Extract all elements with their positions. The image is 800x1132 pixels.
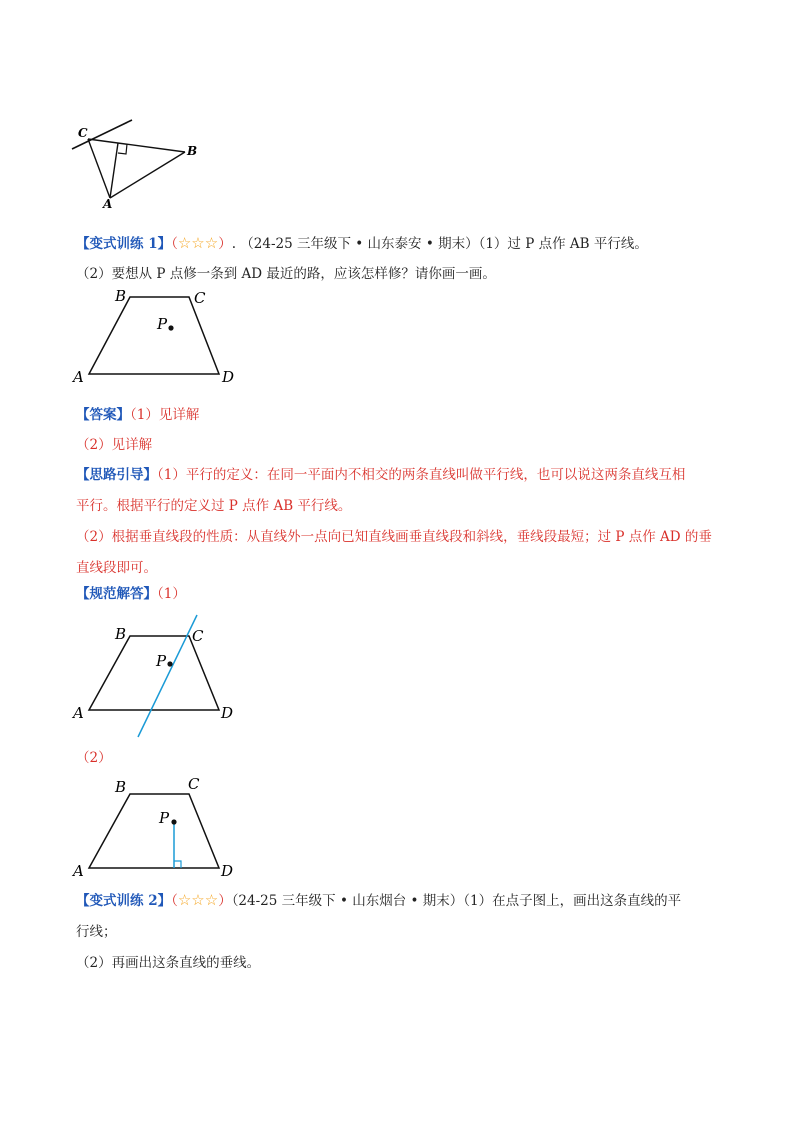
svg-text:P: P <box>159 809 170 827</box>
svg-text:B: B <box>115 287 127 305</box>
answer-line-2: （2）见详解 <box>76 437 153 453</box>
svg-text:P: P <box>157 315 168 333</box>
label-a: A <box>103 197 113 210</box>
svg-text:A: A <box>73 368 84 386</box>
exercise-1-header: 【变式训练 1】（☆☆☆）. （24-25 三年级下 • 山东泰安 • 期末）（1）过 P 点作 AB 平行线。 <box>76 234 648 252</box>
hint-line-1: 【思路引导】（1）平行的定义：在同一平面内不相交的两条直线叫做平行线，也可以说这两条直线互相 <box>76 467 686 483</box>
svg-text:A: A <box>73 704 84 722</box>
figure-perpendicular <box>70 115 210 210</box>
svg-text:D: D <box>221 704 234 722</box>
exercise-1-question-2: （2）要想从 P 点修一条到 AD 最近的路，应该怎样修？请你画一画。 <box>76 266 496 282</box>
svg-text:B: B <box>115 625 127 643</box>
label-b: B <box>187 144 198 158</box>
exercise-2-question-2: （2）再画出这条直线的垂线。 <box>76 955 261 971</box>
exercise-2-title: 【变式训练 2】 <box>76 893 172 909</box>
svg-text:B: B <box>115 778 127 796</box>
svg-text:C: C <box>188 775 200 793</box>
exercise-2-line-2: 行线； <box>76 924 117 940</box>
exercise-1-source: . （24-25 三年级下 • 山东泰安 • 期末）（1）过 P 点作 AB 平行线。 <box>231 236 648 252</box>
star-rating-icon: ☆☆☆ <box>177 234 219 252</box>
answer-label: 【答案】 <box>76 407 130 423</box>
solution-line-2: （2） <box>76 750 112 766</box>
trapezoid-figure <box>68 284 248 389</box>
hint-line-4: 直线段即可。 <box>76 560 157 576</box>
svg-text:A: A <box>73 862 84 880</box>
svg-text:C: C <box>192 627 204 645</box>
exercise-1-title: 【变式训练 1】 <box>76 236 172 252</box>
answer-line-1: 【答案】（1）见详解 <box>76 407 200 423</box>
hint-line-2: 平行。根据平行的定义过 P 点作 AB 平行线。 <box>76 498 352 514</box>
svg-text:D: D <box>222 368 235 386</box>
svg-text:P: P <box>156 652 167 670</box>
solution-figure-parallel <box>68 612 248 742</box>
hint-line-3: （2）根据垂直线段的性质：从直线外一点向已知直线画垂直线段和斜线，垂线段最短；过 P 点作 AD 的垂 <box>76 529 712 545</box>
exercise-2-header: 【变式训练 2】（☆☆☆）（24-25 三年级下 • 山东烟台 • 期末）（1）在点子图上，画出这条直线的平 <box>76 891 682 909</box>
exercise-2-source: （24-25 三年级下 • 山东烟台 • 期末）（1）在点子图上，画出这条直线的平 <box>231 893 682 909</box>
solution-line-1: 【规范解答】（1） <box>76 586 186 602</box>
svg-text:C: C <box>194 289 206 307</box>
solution-label: 【规范解答】 <box>76 586 157 602</box>
label-c: C <box>78 126 88 140</box>
svg-text:D: D <box>221 862 234 880</box>
star-rating-icon: ☆☆☆ <box>177 891 219 909</box>
hint-label: 【思路引导】 <box>76 467 157 483</box>
solution-figure-perpendicular <box>68 770 248 880</box>
parallel-line <box>138 615 197 737</box>
